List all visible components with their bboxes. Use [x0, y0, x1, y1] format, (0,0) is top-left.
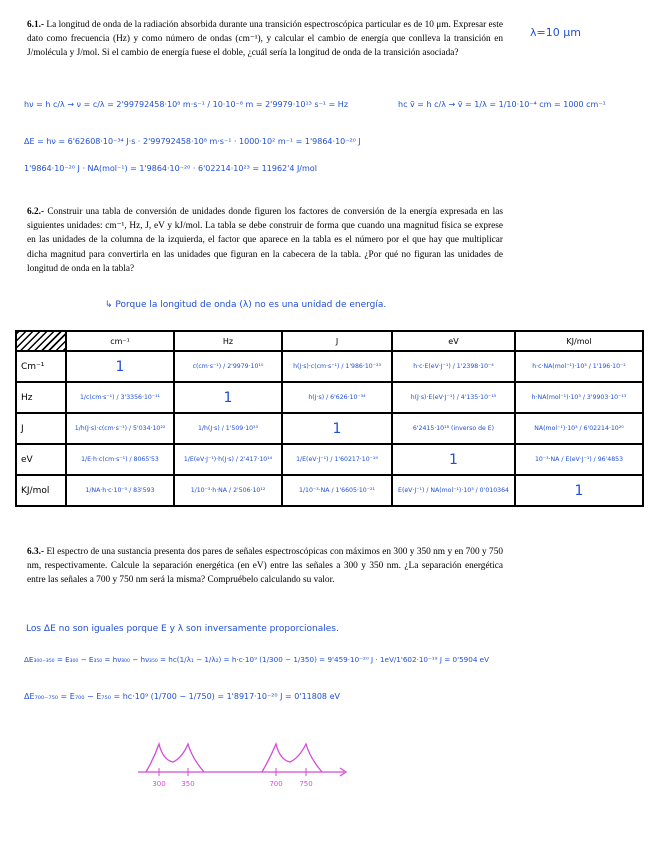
tick-label: 700 [269, 780, 283, 788]
table-cell: h·c·NA(mol⁻¹)·10³ / 1'196·10⁻² [515, 351, 643, 382]
column-header: cm⁻¹ [66, 331, 174, 351]
table-row [16, 413, 643, 444]
row-header: Hz [16, 382, 66, 413]
table-row [16, 475, 643, 506]
conversion-table [15, 330, 644, 507]
handwritten-answer-6-3: Los ΔE no son iguales porque E y λ son inversamente proporcionales. [26, 624, 339, 634]
row-header: KJ/mol [16, 475, 66, 506]
handwritten-energy-mol: 1'9864·10⁻²⁰ J · NA(mol⁻¹) = 1'9864·10⁻²⁰ · 6'02214·10²³ = 11962'4 J/mol [24, 164, 317, 173]
handwritten-calc-700-750: ΔE₇₀₀₋₇₅₀ = E₇₀₀ − E₇₅₀ = hc·10⁹ (1/700 − 1/750) = 1'8917·10⁻²⁰ J = 0'11808 eV [24, 692, 340, 701]
table-cell: 1 [282, 413, 392, 444]
table-cell: 1/10⁻³·NA / 1'6605·10⁻²¹ [282, 475, 392, 506]
table-cell: 1/E(eV·J⁻¹)·h(J·s) / 2'417·10¹⁴ [174, 444, 282, 475]
handwritten-calc-300-350: ΔE₃₀₀₋₃₅₀ = E₃₀₀ − E₃₅₀ = hν₃₀₀ − hν₃₅₀ = hc(1/λ₁ − 1/λ₂) = h·c·10⁹ (1/300 − 1/350) = 9'459·10⁻²⁰ J · 1eV/1'602·10⁻¹⁹ J = 0'5904 eV [24, 655, 490, 664]
hatched-corner-cell [16, 331, 66, 351]
handwritten-energy: ΔE = hν = 6'62608·10⁻³⁴ J·s · 2'99792458·10⁸ m·s⁻¹ · 1000·10² m⁻¹ = 1'9864·10⁻²⁰ J [24, 137, 361, 146]
table-cell: 1/h(J·s) / 1'509·10³³ [174, 413, 282, 444]
handwritten-frequency: hν = h c/λ → ν = c/λ = 2'99792458·10⁸ m·s⁻¹ / 10·10⁻⁶ m = 2'9979·10¹³ s⁻¹ = Hz [24, 100, 349, 109]
table-cell: h(J·s) / 6'626·10⁻³⁴ [282, 382, 392, 413]
table-cell: 1/c(cm·s⁻¹) / 3'3356·10⁻¹¹ [66, 382, 174, 413]
table-cell: 1 [515, 475, 643, 506]
question-6-2 [27, 205, 503, 276]
column-header: Hz [174, 331, 282, 351]
table-row [16, 382, 643, 413]
sketch-peaks-700-750 [262, 744, 322, 772]
table-cell: E(eV·J⁻¹) / NA(mol⁻¹)·10³ / 0'010364 [392, 475, 515, 506]
table-cell: NA(mol⁻¹)·10³ / 6'02214·10²⁰ [515, 413, 643, 444]
table-cell: h·NA(mol⁻¹)·10³ / 3'9903·10⁻¹³ [515, 382, 643, 413]
question-number: 6.1.- [27, 20, 45, 30]
tick-label: 300 [152, 780, 166, 788]
table-cell: 1/h(J·s)·c(cm·s⁻¹) / 5'034·10²² [66, 413, 174, 444]
table-cell: 1 [66, 351, 174, 382]
tick-label: 350 [181, 780, 195, 788]
question-6-3 [27, 545, 503, 588]
table-cell: 1/E·h·c(cm·s⁻¹) / 8065'53 [66, 444, 174, 475]
column-header: eV [392, 331, 515, 351]
handwritten-answer-6-2: ↳ Porque la longitud de onda (λ) no es una unidad de energía. [105, 300, 387, 310]
table-cell: h(J·s)·c(cm·s⁻¹) / 1'986·10⁻²³ [282, 351, 392, 382]
table-cell: 10⁻³·NA / E(eV·J⁻¹) / 96'4853 [515, 444, 643, 475]
row-header: J [16, 413, 66, 444]
spectrum-sketch [130, 732, 360, 794]
question-6-1 [27, 18, 503, 61]
question-text: Construir una tabla de conversión de unidades donde figuren los factores de conversión de la energía expresada en las siguientes unidades: cm⁻¹, Hz, J, eV y kJ/mol. La tabla se debe construir de forma que cuando una magnitud física se exprese en las unidades de la columna de la izquierda, el factor que aparece en la tabla es el número por el que hay que multiplicar dicha magnitud para convertirla en las unidades que figuran en la cabecera de la tabla. ¿Por qué no figuran las unidades de longitud de onda en la tabla? [27, 207, 503, 274]
table-cell: 1/NA·h·c·10⁻³ / 83'593 [66, 475, 174, 506]
table-cell: h(J·s)·E(eV·J⁻¹) / 4'135·10⁻¹⁵ [392, 382, 515, 413]
table-cell: 1 [392, 444, 515, 475]
column-header: J [282, 331, 392, 351]
table-header-row [16, 331, 643, 351]
question-number: 6.2.- [27, 207, 45, 217]
question-text: La longitud de onda de la radiación absorbida durante una transición espectroscópica particular es de 10 μm. Expresar este dato como frecuencia (Hz) y como número de ondas (cm⁻¹), y calcular el cambio de energía que conlleva la transición en J/molécula y J/mol. Si el cambio de energía fuese el doble, ¿cuál sería la longitud de onda de la transición asociada? [27, 20, 503, 59]
tick-label: 750 [299, 780, 313, 788]
row-header: Cm⁻¹ [16, 351, 66, 382]
table-cell: 1/10⁻³·h·NA / 2'506·10¹² [174, 475, 282, 506]
table-row [16, 351, 643, 382]
table-cell: 6'2415·10¹⁸ (inverso de E) [392, 413, 515, 444]
table-cell: 1 [174, 382, 282, 413]
table-row [16, 444, 643, 475]
handwritten-lambda: λ=10 μm [530, 26, 581, 39]
question-text: El espectro de una sustancia presenta dos pares de señales espectroscópicas con máximos en 300 y 350 nm y en 700 y 750 nm, respectivamente. Calcule la separación energética (en eV) entre las señales a 300 y 350 nm. ¿La separación energética entre las señales a 700 y 750 nm será la misma? Compruébelo calculando su valor. [27, 547, 503, 586]
row-header: eV [16, 444, 66, 475]
handwritten-wavenumber: hc ṽ = h c/λ → ṽ = 1/λ = 1/10·10⁻⁴ cm = 1000 cm⁻¹ [398, 100, 606, 109]
question-number: 6.3.- [27, 547, 45, 557]
table-cell: h·c·E(eV·J⁻¹) / 1'2398·10⁻⁴ [392, 351, 515, 382]
sketch-peaks-300-350 [146, 744, 204, 772]
table-cell: c(cm·s⁻¹) / 2'9979·10¹⁰ [174, 351, 282, 382]
column-header: KJ/mol [515, 331, 643, 351]
table-cell: 1/E(eV·J⁻¹) / 1'60217·10⁻¹⁹ [282, 444, 392, 475]
